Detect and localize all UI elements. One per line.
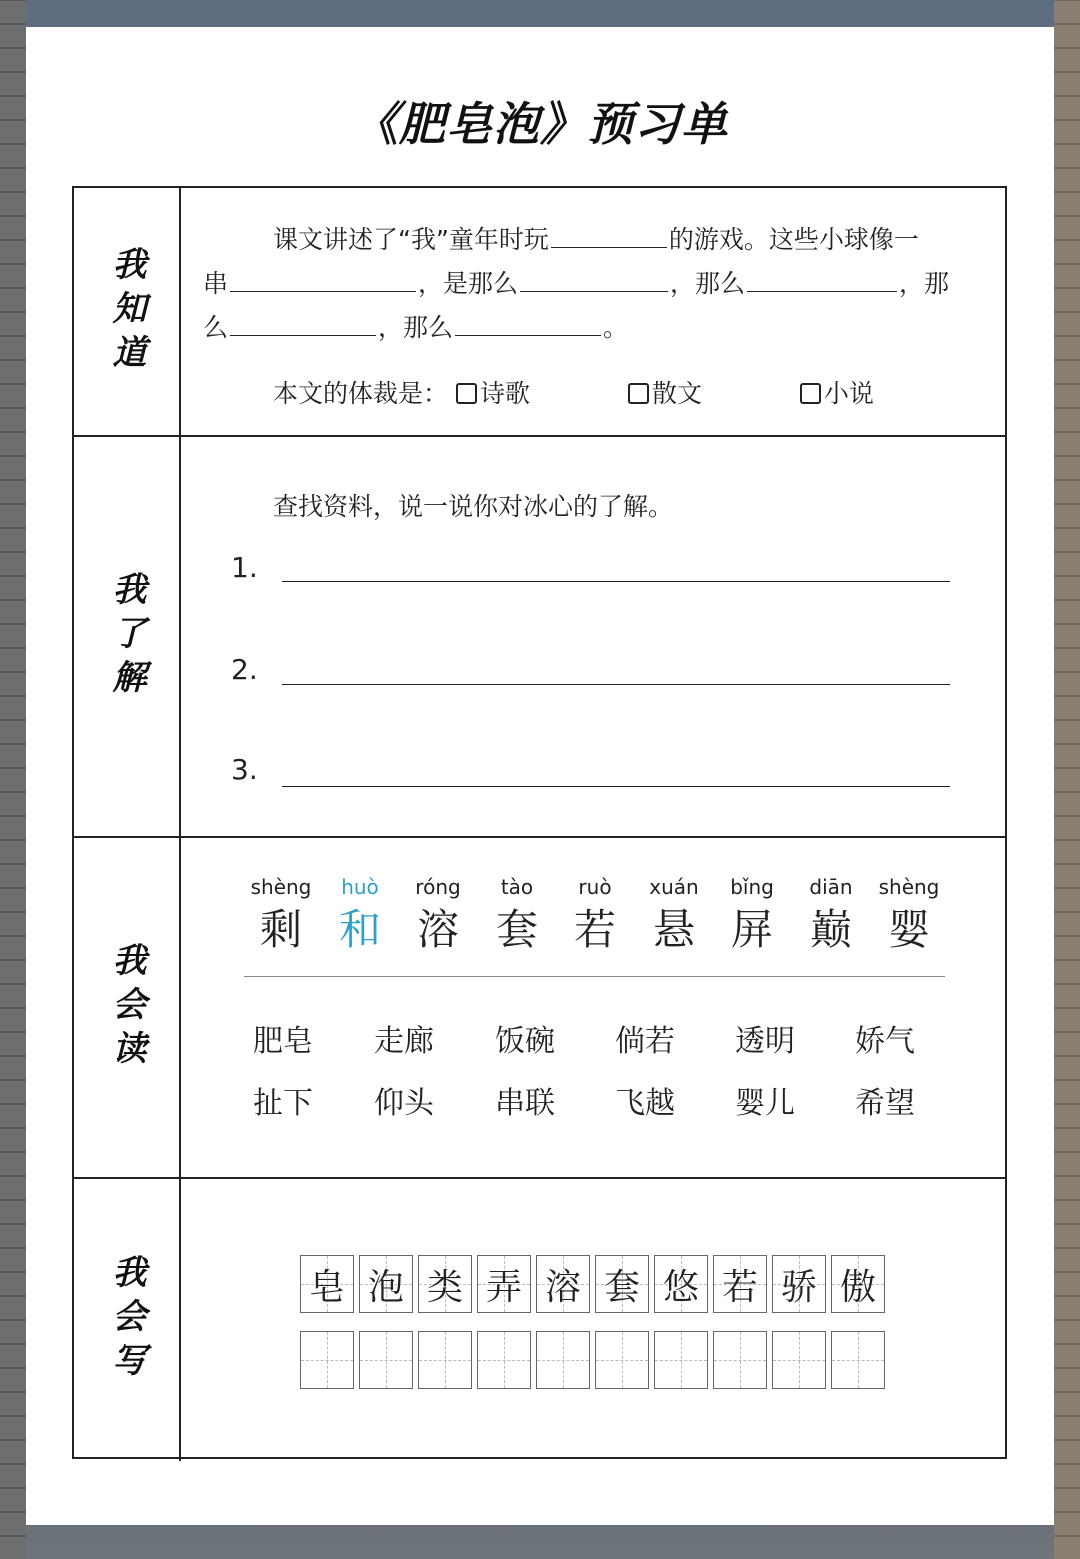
divider-line bbox=[244, 976, 945, 977]
vocab-word: 倘若 bbox=[615, 1024, 675, 1059]
vocab-word: 娇气 bbox=[855, 1024, 915, 1059]
practice-grid-cell[interactable] bbox=[359, 1331, 413, 1389]
item-number: 2. bbox=[231, 653, 258, 686]
tian-grid-cell: 傲 bbox=[831, 1255, 885, 1313]
vocab-word: 串联 bbox=[495, 1086, 555, 1121]
vocab-word: 走廊 bbox=[374, 1024, 434, 1059]
genre-option-novel[interactable]: 小说 bbox=[800, 374, 874, 410]
section-content bbox=[181, 437, 1005, 836]
tian-grid-cell: 溶 bbox=[536, 1255, 590, 1313]
checkbox-icon[interactable] bbox=[800, 383, 821, 404]
practice-grid-cell[interactable] bbox=[831, 1331, 885, 1389]
practice-grid-cell[interactable] bbox=[595, 1331, 649, 1389]
section-know bbox=[74, 188, 1005, 435]
pinyin-character-row bbox=[241, 872, 961, 972]
answer-line[interactable] bbox=[282, 684, 950, 685]
genre-option-prose[interactable]: 散文 bbox=[628, 374, 702, 410]
genre-question: 本文的体裁是： 诗歌 散文 小说 bbox=[273, 374, 964, 410]
section-label: 我会读 bbox=[74, 838, 181, 1177]
checkbox-icon[interactable] bbox=[628, 383, 649, 404]
answer-line[interactable] bbox=[282, 786, 950, 787]
practice-grid-cell[interactable] bbox=[654, 1331, 708, 1389]
pinyin-char: xuán 悬 bbox=[649, 875, 699, 954]
vocab-word: 希望 bbox=[855, 1086, 915, 1121]
pinyin-char: tào 套 bbox=[495, 875, 538, 954]
answer-blank[interactable] bbox=[230, 305, 376, 336]
pinyin-char: shèng 婴 bbox=[878, 875, 940, 954]
pinyin-char: bǐng 屏 bbox=[730, 875, 774, 954]
page-title: 《肥皂泡》预习单 bbox=[352, 97, 728, 151]
practice-grid-cell[interactable] bbox=[418, 1331, 472, 1389]
item-number: 3. bbox=[231, 753, 258, 786]
model-character-grid bbox=[300, 1255, 890, 1315]
vocab-word: 婴儿 bbox=[735, 1086, 795, 1121]
checkbox-icon[interactable] bbox=[456, 383, 477, 404]
section-content bbox=[181, 838, 1005, 1177]
tian-grid-cell: 若 bbox=[713, 1255, 767, 1313]
practice-grid-cell[interactable] bbox=[536, 1331, 590, 1389]
pinyin-char: ruò 若 bbox=[573, 875, 616, 954]
section-write bbox=[74, 1177, 1005, 1461]
tian-grid-cell: 皂 bbox=[300, 1255, 354, 1313]
tian-grid-cell: 骄 bbox=[772, 1255, 826, 1313]
practice-grid-cell[interactable] bbox=[477, 1331, 531, 1389]
vocab-word: 透明 bbox=[735, 1024, 795, 1059]
tian-grid-cell: 泡 bbox=[359, 1255, 413, 1313]
item-number: 1. bbox=[231, 551, 258, 584]
vocab-word: 仰头 bbox=[374, 1086, 434, 1121]
background-left-wall bbox=[0, 0, 26, 1559]
section-read bbox=[74, 836, 1005, 1177]
answer-blank[interactable] bbox=[520, 261, 668, 292]
section-label: 我知道 bbox=[74, 188, 181, 435]
pinyin-char-highlighted: huò 和 bbox=[338, 875, 381, 954]
answer-blank[interactable] bbox=[455, 305, 601, 336]
answer-blank[interactable] bbox=[747, 261, 897, 292]
practice-grid-cell[interactable] bbox=[300, 1331, 354, 1389]
fill-in-paragraph: 课文讲述了“我”童年时玩 的游戏。这些小球像一 串 ，是那么 ，那么 ，那 么 ，那么 。 bbox=[203, 217, 973, 349]
tian-grid-cell: 套 bbox=[595, 1255, 649, 1313]
section-content bbox=[181, 188, 1005, 435]
research-prompt: 查找资料，说一说你对冰心的了解。 bbox=[273, 492, 674, 521]
answer-blank[interactable] bbox=[230, 261, 416, 292]
practice-grid-cell[interactable] bbox=[772, 1331, 826, 1389]
pinyin-char: róng 溶 bbox=[415, 875, 461, 954]
vocab-word: 肥皂 bbox=[253, 1024, 313, 1059]
section-content bbox=[181, 1179, 1005, 1461]
tian-grid-cell: 悠 bbox=[654, 1255, 708, 1313]
answer-blank[interactable] bbox=[551, 217, 667, 248]
vocab-word: 飞越 bbox=[615, 1086, 675, 1121]
section-label: 我会写 bbox=[74, 1179, 181, 1461]
section-label: 我了解 bbox=[74, 437, 181, 836]
genre-option-poem[interactable]: 诗歌 bbox=[456, 374, 530, 410]
pinyin-char: diān 巅 bbox=[809, 875, 853, 954]
tian-grid-cell: 弄 bbox=[477, 1255, 531, 1313]
practice-grid-cell[interactable] bbox=[713, 1331, 767, 1389]
vocab-word: 饭碗 bbox=[495, 1024, 555, 1059]
vocab-word: 扯下 bbox=[253, 1086, 313, 1121]
background-right-wall bbox=[1054, 0, 1080, 1559]
answer-line[interactable] bbox=[282, 581, 950, 582]
pinyin-char: shèng 剩 bbox=[250, 875, 312, 954]
section-understand bbox=[74, 435, 1005, 836]
worksheet-table bbox=[72, 186, 1007, 1459]
practice-character-grid bbox=[300, 1331, 890, 1391]
tian-grid-cell: 类 bbox=[418, 1255, 472, 1313]
